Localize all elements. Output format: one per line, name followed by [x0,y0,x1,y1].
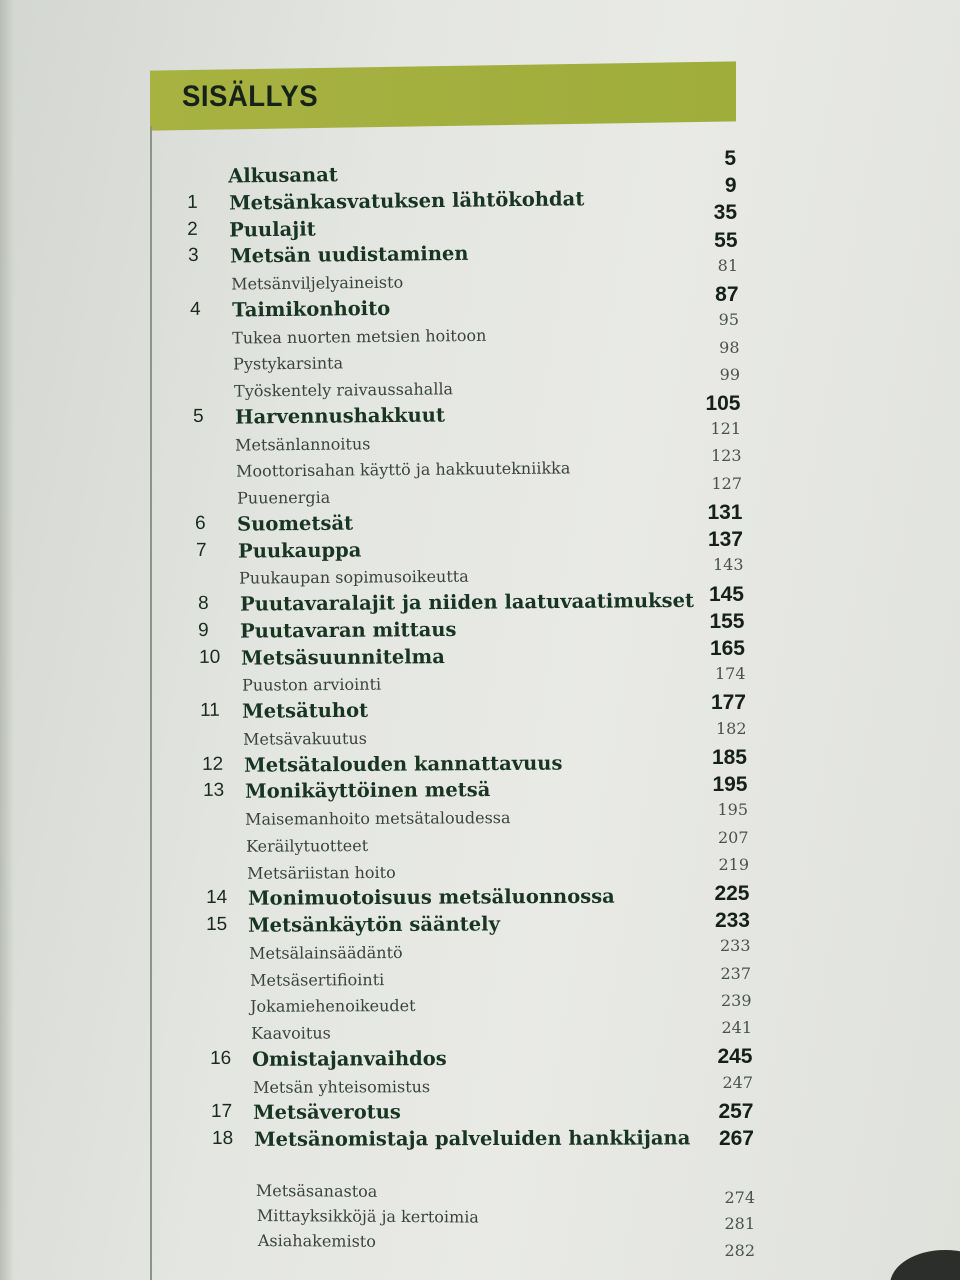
chapter-number: 15 [206,913,228,935]
chapter-number: 5 [192,405,204,427]
chapter-number: 2 [187,218,199,240]
section-title: Puuenergia [236,487,331,508]
chapter-number: 10 [199,646,221,668]
page-number: 5 [724,147,736,170]
chapter-title: Puutavaralajit ja niiden laatuvaatimukset [239,588,694,616]
page-number: 207 [717,827,749,847]
chapter-title: Metsäverotus [253,1100,402,1125]
section-title: Pystykarsinta [233,353,344,374]
chapter-title: Monikäyttöinen metsä [244,778,491,803]
chapter-title: Puulajit [229,216,317,242]
page-number: 87 [715,283,739,307]
chapter-title: Alkusanat [227,163,338,188]
page-number: 257 [718,1099,754,1123]
section-title: Metsäriistan hoito [246,862,396,883]
section-title: Metsälainsäädäntö [248,942,403,963]
chapter-number: 7 [196,539,207,561]
page-number: 274 [724,1188,755,1207]
page-number: 225 [714,882,750,905]
page-number: 165 [709,637,745,660]
page-number: 105 [705,392,741,415]
page-number: 233 [714,909,750,933]
page-number: 195 [712,773,748,797]
chapter-title: Monimuotoisuus metsäluonnossa [247,884,615,911]
page-number: 247 [722,1072,753,1092]
chapter-number: 18 [212,1127,234,1149]
chapter-number: 4 [189,298,201,320]
chapter-number: 14 [205,887,227,909]
section-title: Työskentely raivaussahalla [233,379,453,401]
back-matter-title: Metsäsanastoa [255,1180,378,1201]
section-title: Kaavoitus [251,1023,331,1043]
page-number: 99 [719,364,740,384]
page-title: SISÄLLYS [182,80,319,113]
chapter-title: Taimikonhoito [231,296,390,322]
chapter-title: Metsänkäytön sääntely [248,912,501,937]
chapter-number: 11 [200,699,221,721]
chapter-title: Metsäsuunnitelma [240,644,445,670]
page-number: 98 [719,337,740,357]
section-title: Metsäsertifiointi [249,969,384,990]
chapter-title: Metsän uudistaminen [230,242,469,268]
section-title: Keräilytuotteet [246,835,369,856]
page-number: 219 [718,854,749,874]
chapter-title: Metsänkasvatuksen lähtökohdat [228,186,585,215]
page-number: 81 [717,255,738,275]
chapter-number: 1 [186,191,198,213]
section-title: Metsän yhteisomistus [252,1076,430,1097]
back-matter-title: Mittayksikköjä ja kertoimia [256,1205,479,1227]
page-number: 123 [710,446,742,466]
chapter-number: 13 [202,780,224,802]
page-number: 9 [724,174,737,198]
section-title: Jokamiehenoikeudet [250,996,416,1017]
page-number: 195 [717,800,748,820]
page-number: 282 [724,1241,755,1260]
page-number: 239 [720,990,752,1010]
chapter-number: 8 [197,592,209,614]
page-number: 95 [718,310,739,330]
page-number: 241 [721,1018,752,1038]
back-matter-title: Asiahakemisto [257,1230,376,1251]
page-number: 182 [715,718,747,738]
chapter-number: 9 [198,619,210,641]
page-number: 35 [713,201,737,225]
chapter-number: 17 [211,1101,233,1123]
section-title: Puuston arviointi [241,674,381,695]
chapter-title: Suometsät [237,511,354,536]
page-number: 174 [714,664,746,684]
page-number: 145 [708,582,744,606]
page-number: 137 [707,528,743,552]
chapter-title: Puukauppa [238,538,362,563]
section-title: Maisemanhoito metsätaloudessa [245,808,511,829]
page-number: 237 [720,963,751,983]
chapter-title: Puutavaran mittaus [240,617,457,643]
chapter-title: Metsätalouden kannattavuus [243,751,563,777]
section-title: Metsänviljelyaineisto [230,272,404,294]
page-number: 185 [711,745,747,769]
chapter-number: 12 [201,753,224,775]
page-number: 121 [710,419,741,439]
page-number: 131 [707,500,743,524]
section-title: Metsänlannoitus [235,433,371,455]
page-number: 143 [712,555,744,575]
page-number: 55 [714,228,738,252]
section-title: Metsävakuutus [243,728,368,749]
chapter-number: 3 [188,245,199,267]
chapter-title: Omistajanvaihdos [251,1046,447,1071]
chapter-number: 16 [209,1047,232,1069]
section-title: Tukea nuorten metsien hoitoon [232,325,487,348]
chapter-title: Metsänomistaja palveluiden hankkijana [253,1126,691,1151]
chapter-number: 6 [195,512,207,534]
chapter-title: Harvennushakkuut [234,403,445,429]
section-title: Moottorisahan käyttö ja hakkuutekniikka [235,458,571,481]
page-number: 177 [710,691,746,715]
page-number: 267 [718,1127,754,1150]
page-number: 233 [719,936,751,956]
page-number: 155 [709,609,745,633]
page-number: 245 [717,1045,753,1069]
page-number: 127 [711,473,742,493]
chapter-title: Metsätuhot [242,698,369,723]
section-title: Puukaupan sopimusoikeutta [238,566,469,588]
page-number: 281 [724,1214,755,1233]
